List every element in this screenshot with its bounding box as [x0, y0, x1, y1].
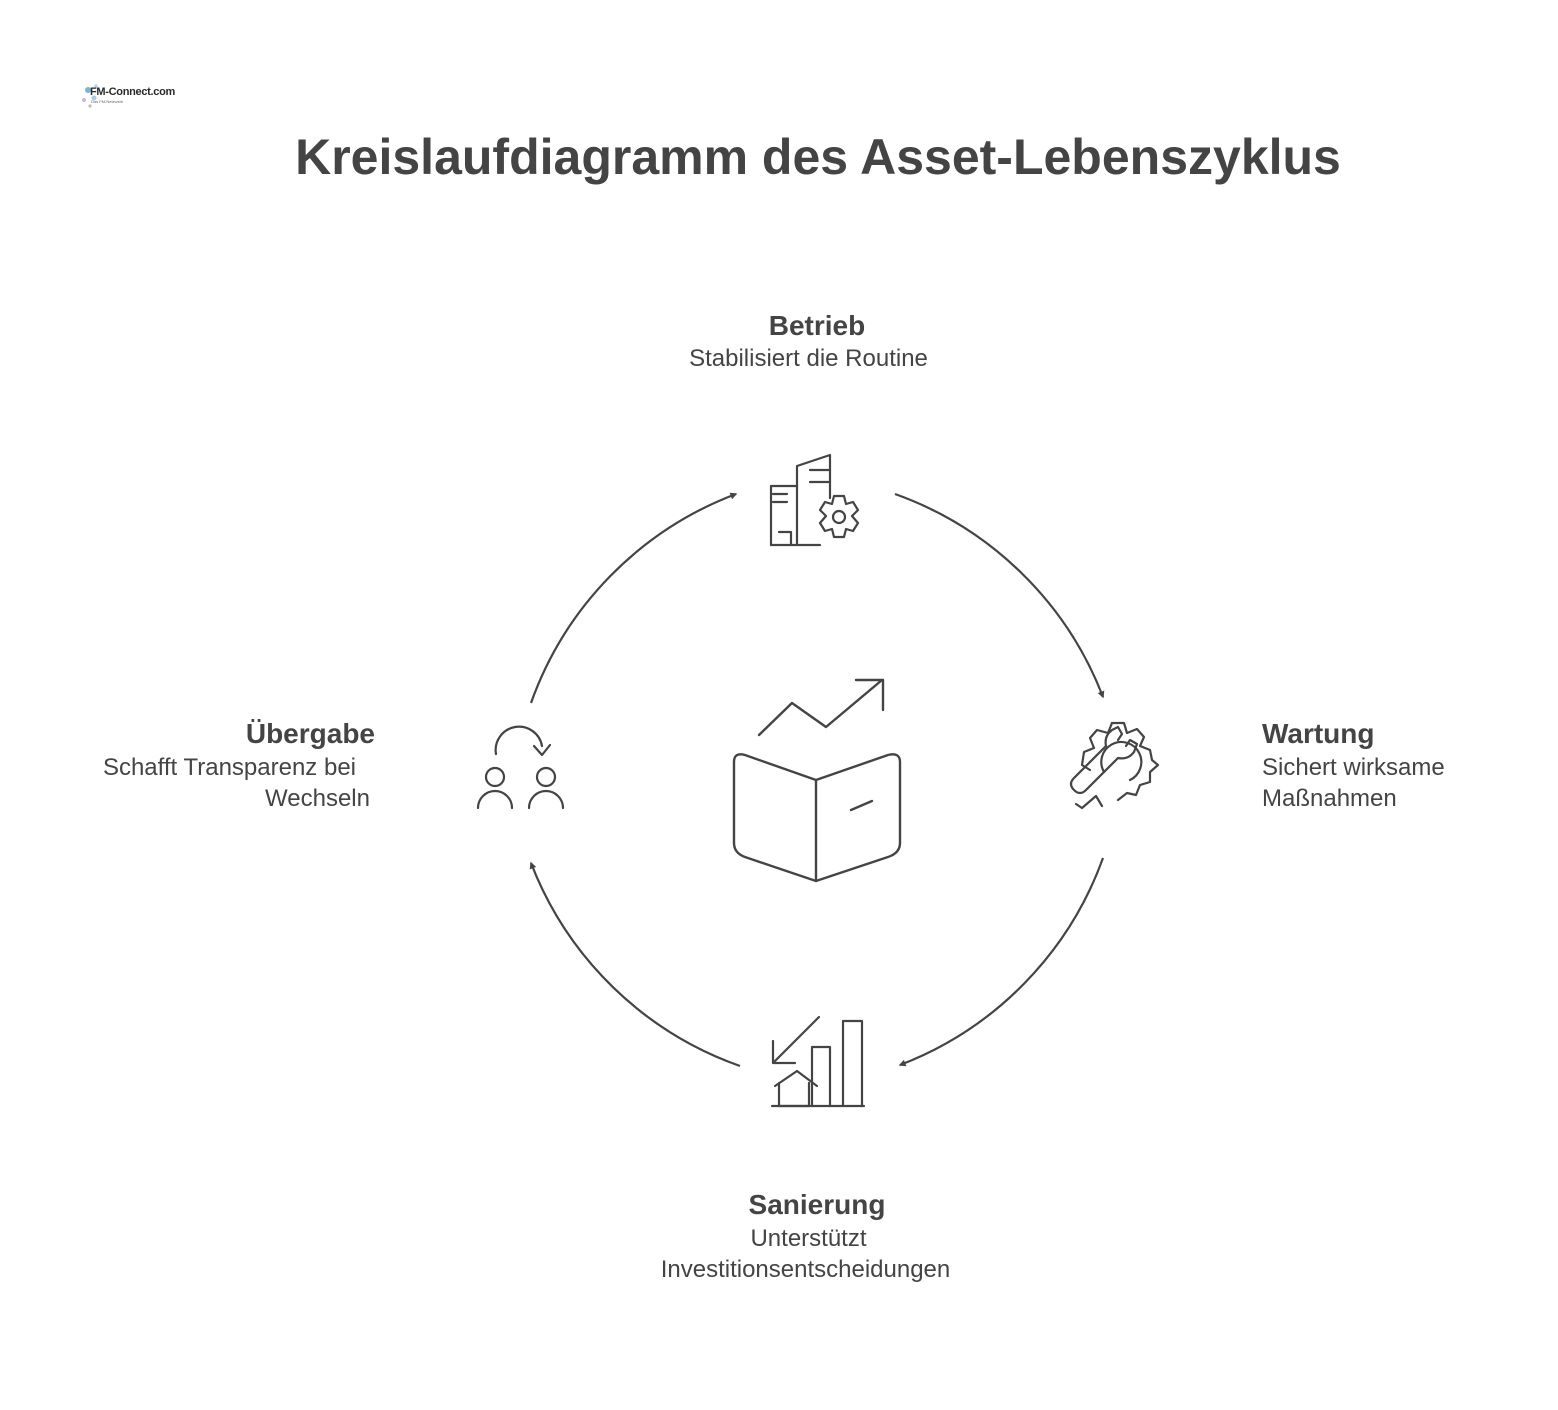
- uebergabe-description-line1: Schafft Transparenz bei: [102, 754, 356, 781]
- arrow-sanierung-to-uebergabe: [531, 863, 740, 1066]
- betrieb-title: Betrieb: [768, 310, 866, 341]
- logo-text: FM-Connect.com: [90, 86, 176, 98]
- wartung-description-line2: Maßnahmen: [1262, 785, 1397, 812]
- page-title: Kreislaufdiagramm des Asset-Lebenszyklus: [295, 129, 1341, 185]
- wartung-title: Wartung: [1262, 718, 1375, 749]
- uebergabe-description-line2: Wechseln: [265, 785, 370, 812]
- arrow-betrieb-to-wartung: [895, 494, 1103, 697]
- betrieb-description: Stabilisiert die Routine: [689, 345, 928, 372]
- gear-wrench-icon: [1071, 723, 1158, 808]
- sanierung-title: Sanierung: [748, 1189, 886, 1220]
- logo-subtitle: Das FM-Netzwerk: [91, 99, 124, 104]
- building-gear-icon: [771, 455, 858, 545]
- house-chart-icon: [772, 1017, 864, 1106]
- uebergabe-title: Übergabe: [245, 718, 375, 749]
- sanierung-description-line1: Unterstützt: [750, 1225, 867, 1252]
- sanierung-description-line2: Investitionsentscheidungen: [660, 1256, 951, 1283]
- arrow-uebergabe-to-betrieb: [531, 494, 736, 703]
- arrow-wartung-to-sanierung: [900, 858, 1103, 1065]
- box-growth-icon: [734, 680, 900, 881]
- wartung-description-line1: Sichert wirksame: [1262, 754, 1445, 781]
- people-handover-icon: [478, 727, 563, 808]
